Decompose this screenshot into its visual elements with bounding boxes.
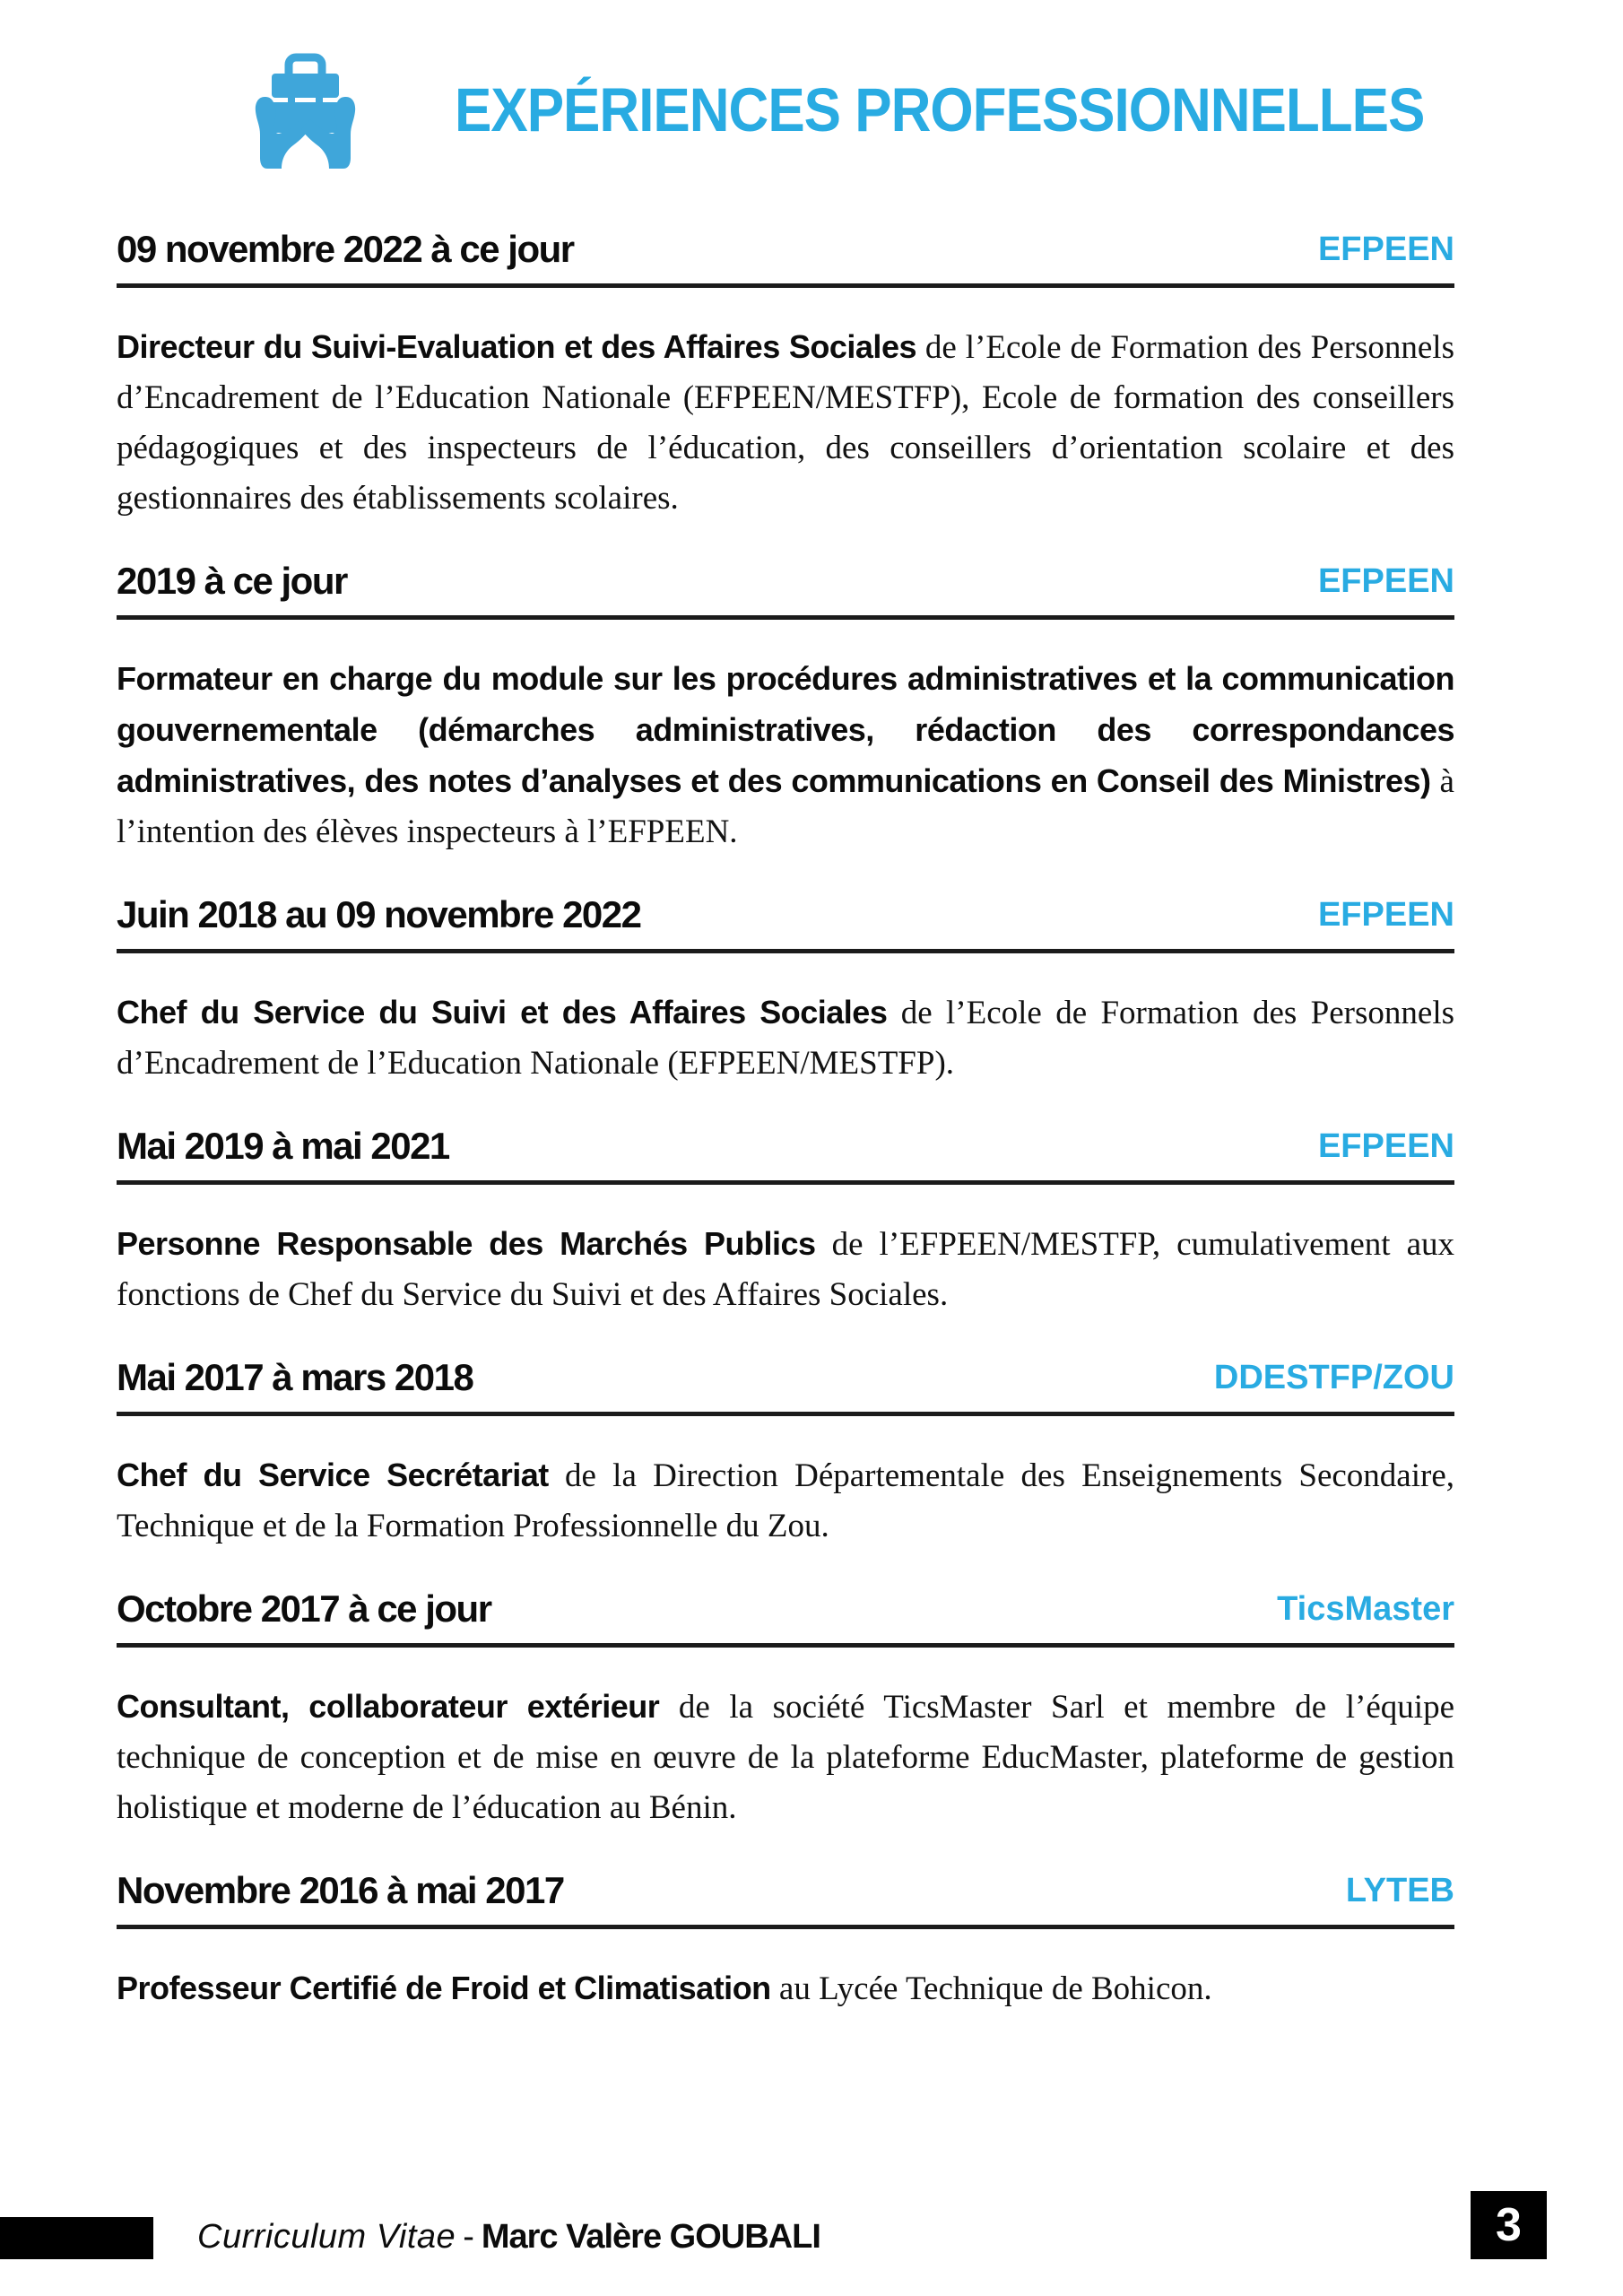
experience-entry <box>117 226 1454 524</box>
page-title: EXPÉRIENCES PROFESSIONNELLES <box>455 76 1425 144</box>
experience-description <box>117 1450 1454 1552</box>
role-title: Consultant, collaborateur extérieur <box>117 1688 660 1725</box>
experience-entry <box>117 1123 1454 1320</box>
role-detail: de l’EFPEEN/MESTFP, cumulativement aux fonctions de Chef du Service du Suivi et des Affaires Sociales. <box>117 1226 1454 1313</box>
section-header <box>249 52 1424 169</box>
footer-accent-bar <box>0 2217 153 2259</box>
role-title: Chef du Service Secrétariat <box>117 1457 549 1493</box>
entry-head <box>117 558 1454 604</box>
footer-separator: - <box>463 2218 474 2256</box>
org-badge: TicsMaster <box>1277 1590 1454 1628</box>
experience-entry <box>117 891 1454 1089</box>
divider <box>117 1925 1454 1929</box>
experience-entry <box>117 1867 1454 2014</box>
experience-period: 09 novembre 2022 à ce jour <box>117 228 574 270</box>
role-title: Formateur en charge du module sur les procédures administratives et la communication gouvernementale (démarches administratives, rédaction des correspondances administratives, des notes d’analyses et des communications en Conseil des Ministres) <box>117 660 1454 799</box>
author-name: Marc Valère GOUBALI <box>481 2218 820 2256</box>
divider <box>117 283 1454 288</box>
entry-head <box>117 891 1454 938</box>
role-detail: de l’Ecole de Formation des Personnels d’Encadrement de l’Education Nationale (EFPEEN/MESTFP). <box>117 995 1454 1082</box>
divider <box>117 1412 1454 1416</box>
entry-head <box>117 1867 1454 1914</box>
divider <box>117 1643 1454 1648</box>
role-detail: de la Direction Départementale des Enseignements Secondaire, Technique et de la Formation Professionnelle du Zou. <box>117 1457 1454 1544</box>
entry-head <box>117 1123 1454 1170</box>
entry-head <box>117 1586 1454 1632</box>
org-badge: LYTEB <box>1345 1872 1454 1909</box>
cv-label: Curriculum Vitae <box>197 2218 456 2256</box>
experience-description <box>117 654 1454 857</box>
experience-description <box>117 1682 1454 1833</box>
role-title: Chef du Service du Suivi et des Affaires Sociales <box>117 994 888 1031</box>
role-title: Professeur Certifié de Froid et Climatisation <box>117 1970 771 2006</box>
experience-description <box>117 1963 1454 2014</box>
org-badge: EFPEEN <box>1317 230 1454 268</box>
role-detail: de la société TicsMaster Sarl et membre de l’équipe technique de conception et de mise en œuvre de la plateforme EducMaster, plateforme de gestion holistique et moderne de l’éducation au Bénin. <box>117 1689 1454 1826</box>
experience-entry <box>117 1354 1454 1552</box>
page-number-badge: 3 <box>1471 2191 1547 2259</box>
experience-description <box>117 322 1454 524</box>
divider <box>117 615 1454 620</box>
entry-head <box>117 1354 1454 1401</box>
experience-period: Mai 2017 à mars 2018 <box>117 1356 473 1398</box>
divider <box>117 1180 1454 1185</box>
experience-entry <box>117 1586 1454 1833</box>
entry-head <box>117 226 1454 273</box>
org-badge: EFPEEN <box>1317 896 1454 934</box>
experience-description <box>117 1219 1454 1320</box>
org-badge: DDESTFP/ZOU <box>1213 1359 1454 1396</box>
experience-period: 2019 à ce jour <box>117 560 347 602</box>
org-badge: EFPEEN <box>1317 1127 1454 1165</box>
role-detail: à l’intention des élèves inspecteurs à l’EFPEEN. <box>117 763 1454 850</box>
footer-text <box>197 2213 820 2260</box>
divider <box>117 949 1454 953</box>
experience-period: Juin 2018 au 09 novembre 2022 <box>117 893 641 935</box>
experience-period: Octobre 2017 à ce jour <box>117 1587 491 1630</box>
role-detail: de l’Ecole de Formation des Personnels d’Encadrement de l’Education Nationale (EFPEEN/MESTFP), Ecole de formation des conseillers pédagogiques et des inspecteurs de l’éducation, des conseillers d’orientation scolaire et des gestionnaires des établissements scolaires. <box>117 329 1454 517</box>
experience-description <box>117 987 1454 1089</box>
experience-period: Mai 2019 à mai 2021 <box>117 1125 449 1167</box>
role-title: Personne Responsable des Marchés Publics <box>117 1225 816 1262</box>
role-title: Directeur du Suivi-Evaluation et des Affaires Sociales <box>117 328 916 365</box>
role-detail: au Lycée Technique de Bohicon. <box>770 1970 1212 2007</box>
experience-section <box>117 226 1454 2048</box>
experience-period: Novembre 2016 à mai 2017 <box>117 1869 564 1911</box>
experience-entry <box>117 558 1454 857</box>
hands-briefcase-icon <box>249 52 361 169</box>
org-badge: EFPEEN <box>1317 562 1454 600</box>
